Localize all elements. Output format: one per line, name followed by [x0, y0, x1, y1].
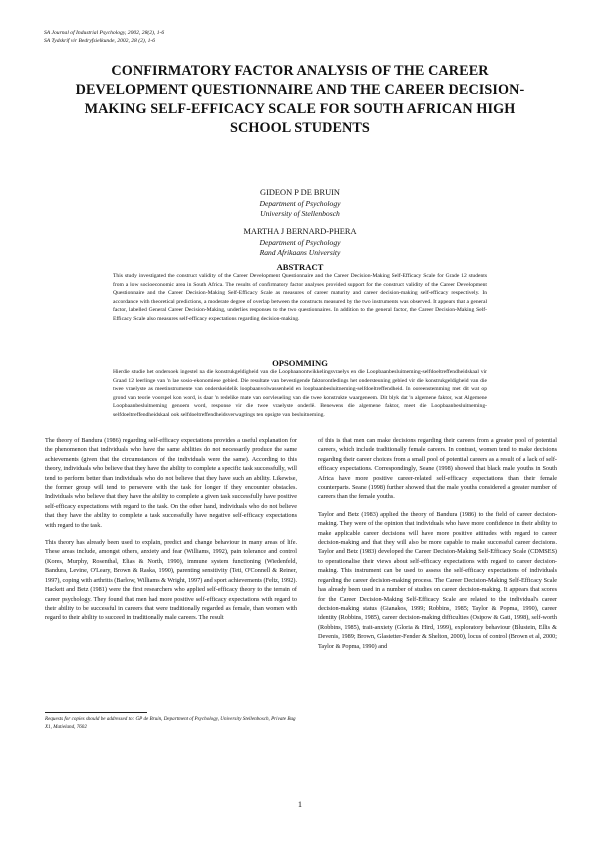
author-name: GIDEON P DE BRUIN [260, 188, 340, 197]
page-number: 1 [297, 800, 303, 809]
author-department: Department of Psychology [259, 199, 341, 208]
journal-line-english: SA Journal of Industrial Psychology, 2002, 28(2), 1-6 [44, 30, 165, 36]
author-department: Department of Psychology [259, 238, 341, 247]
journal-header [44, 29, 164, 45]
body-paragraph: of this is that men can make decisions regarding their careers from a greater pool of potential careers, which include traditionally female careers. In contrast, women tend to make decisions regarding their career choices from a small pool of potential careers as a result of a lack of self-efficacy expectations. Correspondingly, Seane (1998) showed that black male youths in South Africa have more positive career-related self-efficacy expectations than their female counterparts. Seane (1998) further showed that the male youths considered a greater number of careers than the female youths. [318, 437, 557, 501]
body-column-right [318, 436, 557, 659]
paper-title: CONFIRMATORY FACTOR ANALYSIS OF THE CAREER DEVELOPMENT QUESTIONNAIRE AND THE CAREER DECISION-MAKING SELF-EFFICACY SCALE FOR SOUTH AFRICAN HIGH SCHOOL STUDENTS [75, 63, 525, 136]
author-name: MARTHA J BERNARD-PHERA [243, 227, 357, 236]
abstract-text: This study investigated the construct validity of the Career Development Questionnaire and the Career Decision-Making Self-Efficacy Scale for Grade 12 students from a low socioeconomic area in South Africa. The results of confirmatory factor analyses provided support for the construct validity of the Career Development Questionnaire and the Career Decision-Making Self-Efficacy Scale as measures of career maturity and career decision-making self-efficacy respectively. In accordance with theoretical predictions, a moderate degree of overlap between the constructs measured by the two instruments was observed. It appears that a general factor, labelled General Career Decision-Making, underlies responses to the two questionnaires. In addition to the general factor, the Career Decision-Making Self-Efficacy Scale also measures self-efficacy expectations regarding decision-making. [113, 273, 487, 322]
footnote-divider [45, 712, 147, 713]
body-paragraph: Taylor and Betz (1983) applied the theory of Bandura (1986) to the field of career decision-making. They were of the opinion that individuals who have more confidence in their ability to make applicable career decisions will have more positive attitudes with regard to career decision-making and that they will also be more capable to make successful career decisions. Taylor and Betz (1983) developed the Career Decision-Making Self-Efficacy Scale (CDMSES) to operationalise their views about self-efficacy expectations with regard to career decision-making. This instrument can be used to assess the self-efficacy expectations of individuals regarding the career decision-making process. The Career Decision-Making Self-Efficacy Scale has already been used in a number of studies on career decision-making. It appears that scores for the Career Decision-Making Self-Efficacy Scale are related to the individual's career decision-making status (Gianakos, 1999; Robbins, 1985; Taylor & Popma, 1990), career identity (Robbins, 1985), career decision-making difficulties (Osipow & Gati, 1998), self-worth (Robbins, 1985), trait-anxiety (Gloria & Hird, 1999), exploratory behaviour (Blustein, Ellis & Devenis, 1989; Brown, Glastetter-Fender & Shelton, 2000), locus of control (Brown et al, 2000; Taylor & Popma, 1990) and [318, 510, 557, 650]
body-column-left [45, 436, 297, 631]
body-paragraph: This theory has already been used to explain, predict and change behaviour in many areas of life. These areas include, amongst others, anxiety and fear (Williams, 1992), pain tolerance and control (Kores, Murphy, Rosenthal, Elias & North, 1990), immune system functioning (Wiedenfeld, Bandura, Levine, O'Leary, Brown & Raska, 1990), parenting sensitivity (Teti, O'Connell & Reiner, 1997), coping with arthritis (Barlow, Williams & Wright, 1997) and sport achievements (Feltz, 1992). Hackett and Betz (1981) were the first researchers who applied self-efficacy theory to the terrain of career psychology. They found that men had more positive self-efficacy expectations with regard to their ability to be successful in careers that were traditionally regarded as female, than women with regard to their ability to succeed in traditionally male careers. The result [45, 539, 297, 622]
correspondence-footnote: Requests for copies should be addressed to: GP de Bruin, Department of Psychology, University Stellenbosch, Private Bag X1, Matieland, 7602 [45, 716, 296, 730]
opsomming-heading: OPSOMMING [272, 358, 328, 368]
abstract-heading: ABSTRACT [276, 262, 324, 272]
body-paragraph: The theory of Bandura (1986) regarding self-efficacy expectations provides a useful explanation for the phenomenon that individuals who have the same abilities do not necessarily produce the same achievements (given that the circumstances of the individuals were the same). According to this theory, individuals who believe that they have the ability to complete a specific task successfully, will tend to perform better than individuals who do not believe that they have such an ability. Likewise, the former group will tend to persevere with the task for longer if they encounter obstacles. Individuals who believe that they have the ability to complete a given task successfully have positive self-efficacy expectations with regard to the task. On the other hand, individuals who do not believe that they have the ability to complete a task successfully have negative self-efficacy expectations with regard to the task. [45, 437, 297, 529]
author-institution: University of Stellenbosch [260, 209, 340, 218]
author-institution: Rand Afrikaans University [259, 248, 341, 257]
opsomming-text: Hierdie studie het ondersoek ingestel na die konstrukgeldigheid van die Loopbaanontwikkelingsvraelys en die Loopbaanbesluitneming-selfdoeltreffendheidskaal vir Graad 12 leerlinge van 'n lae sosio-ekonomiese gebied. Die resultate van bevestigende faktorontledings het ondersteuning gebied vir die konstrukgeldigheid van die twee vraelyste as meetinstrumente van onderskeidelik loopbaanvolwassenheid en loopbaanbesluitneming-selfdoeltreffendheid. In ooreenstemming met dit wat op grond van teorie voorspel kon word, is daar 'n redelike mate van oorvleueling van die twee konstrukte waargeneem. Dit blyk dat 'n algemene faktor, wat Algemene Loopbaanbesluitneming genoem word, response vir die twee vraelyste onderlê. Benewens die algemene faktor, meet die Loopbaanbesluitneming-selfdoeltreffendheidskaal ook selfdoeltreffendheidsverwagtings ten opsigte van besluitneming. [113, 369, 487, 418]
journal-line-afrikaans: SA Tydskrif vir Bedryfsielkunde, 2002, 28 (2), 1-6 [44, 38, 156, 44]
